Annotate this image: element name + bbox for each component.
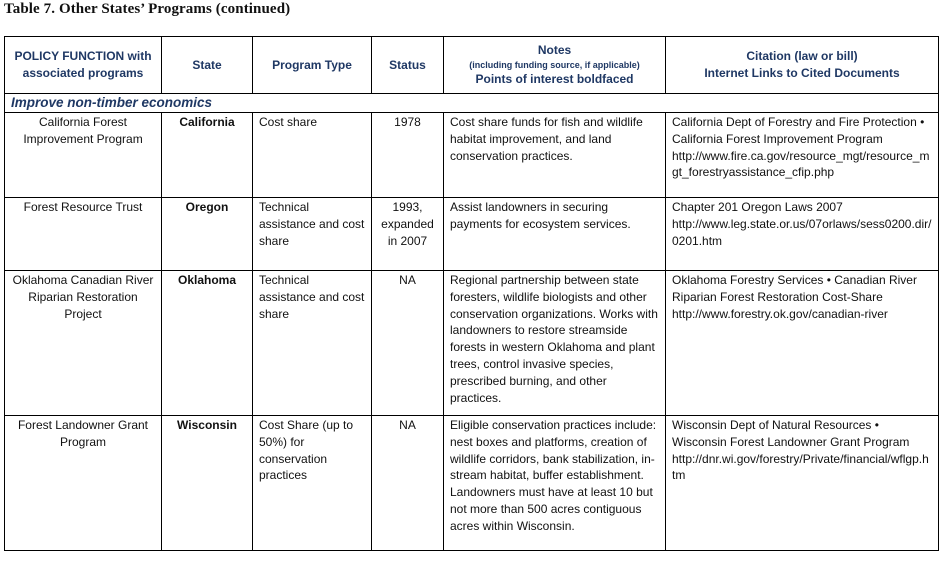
program-type: Cost Share (up to 50%) for conservation practices (253, 416, 372, 551)
citation-cell (666, 271, 939, 416)
program-notes: Eligible conservation practices include: nest boxes and platforms, creation of wildlife corridors, bank stabilization, in-stream habitat, buffer establishment. Landowners must have at least 10 but not more than 500 acres contiguous acres within Wisconsin. (444, 416, 666, 551)
state-name: Oregon (162, 198, 253, 271)
header-citation-line2: Internet Links to Cited Documents (704, 66, 900, 80)
citation-link[interactable]: http://dnr.wi.gov/forestry/Private/financial/wflgp.htm (672, 451, 929, 483)
program-type: Technical assistance and cost share (253, 271, 372, 416)
header-notes-line3: Points of interest boldfaced (475, 72, 634, 86)
program-type: Technical assistance and cost share (253, 198, 372, 271)
citation-cell (666, 416, 939, 551)
header-policy-function (5, 37, 162, 94)
header-notes-line2: (including funding source, if applicable) (469, 60, 640, 70)
program-name: Forest Resource Trust (5, 198, 162, 271)
state-name: Wisconsin (162, 416, 253, 551)
state-name: Oklahoma (162, 271, 253, 416)
header-citation-line1: Citation (law or bill) (746, 49, 858, 64)
program-status: 1978 (372, 113, 444, 198)
programs-table (4, 36, 939, 551)
program-notes: Cost share funds for fish and wildlife habitat improvement, and land conservation practices. (444, 113, 666, 198)
header-citation (666, 37, 939, 94)
section-row (5, 94, 939, 113)
header-program-type: Program Type (253, 37, 372, 94)
citation-link[interactable]: http://www.leg.state.or.us/07orlaws/sess0200.dir/0201.htm (672, 216, 932, 248)
citation-cell (666, 198, 939, 271)
citation-text: Chapter 201 Oregon Laws 2007 (672, 200, 843, 214)
table-row (5, 416, 939, 551)
program-notes: Assist landowners in securing payments for ecosystem services. (444, 198, 666, 271)
program-name: California Forest Improvement Program (5, 113, 162, 198)
header-row (5, 37, 939, 94)
program-type: Cost share (253, 113, 372, 198)
citation-text: Wisconsin Dept of Natural Resources • Wisconsin Forest Landowner Grant Program (672, 418, 910, 449)
program-notes: Regional partnership between state foresters, wildlife biologists and other conservation organizations. Works with landowners to restore streamside forests in western Oklahoma and plant trees, control invasive species, prescribed burning, and other practices. (444, 271, 666, 416)
citation-text: Oklahoma Forestry Services • Canadian River Riparian Forest Restoration Cost-Share (672, 273, 917, 304)
header-policy-line1: POLICY FUNCTION with (14, 49, 152, 64)
program-name: Oklahoma Canadian River Riparian Restoration Project (5, 271, 162, 416)
header-notes (444, 37, 666, 94)
table-row (5, 113, 939, 198)
table-row (5, 271, 939, 416)
citation-cell (666, 113, 939, 198)
table-row (5, 198, 939, 271)
section-title: Improve non-timber economics (5, 94, 939, 113)
program-status: NA (372, 416, 444, 551)
header-status: Status (372, 37, 444, 94)
header-state: State (162, 37, 253, 94)
header-policy-line2: associated programs (22, 66, 144, 80)
program-status: NA (372, 271, 444, 416)
citation-link[interactable]: http://www.fire.ca.gov/resource_mgt/resource_mgt_forestryassistance_cfip.php (672, 148, 930, 180)
citation-link[interactable]: http://www.forestry.ok.gov/canadian-river (672, 306, 888, 321)
citation-text: California Dept of Forestry and Fire Protection • California Forest Improvement Program (672, 115, 925, 146)
program-name: Forest Landowner Grant Program (5, 416, 162, 551)
table-caption: Table 7. Other States’ Programs (continued) (4, 1, 291, 17)
header-notes-line1: Notes (537, 43, 572, 58)
program-status: 1993, expanded in 2007 (372, 198, 444, 271)
state-name: California (162, 113, 253, 198)
